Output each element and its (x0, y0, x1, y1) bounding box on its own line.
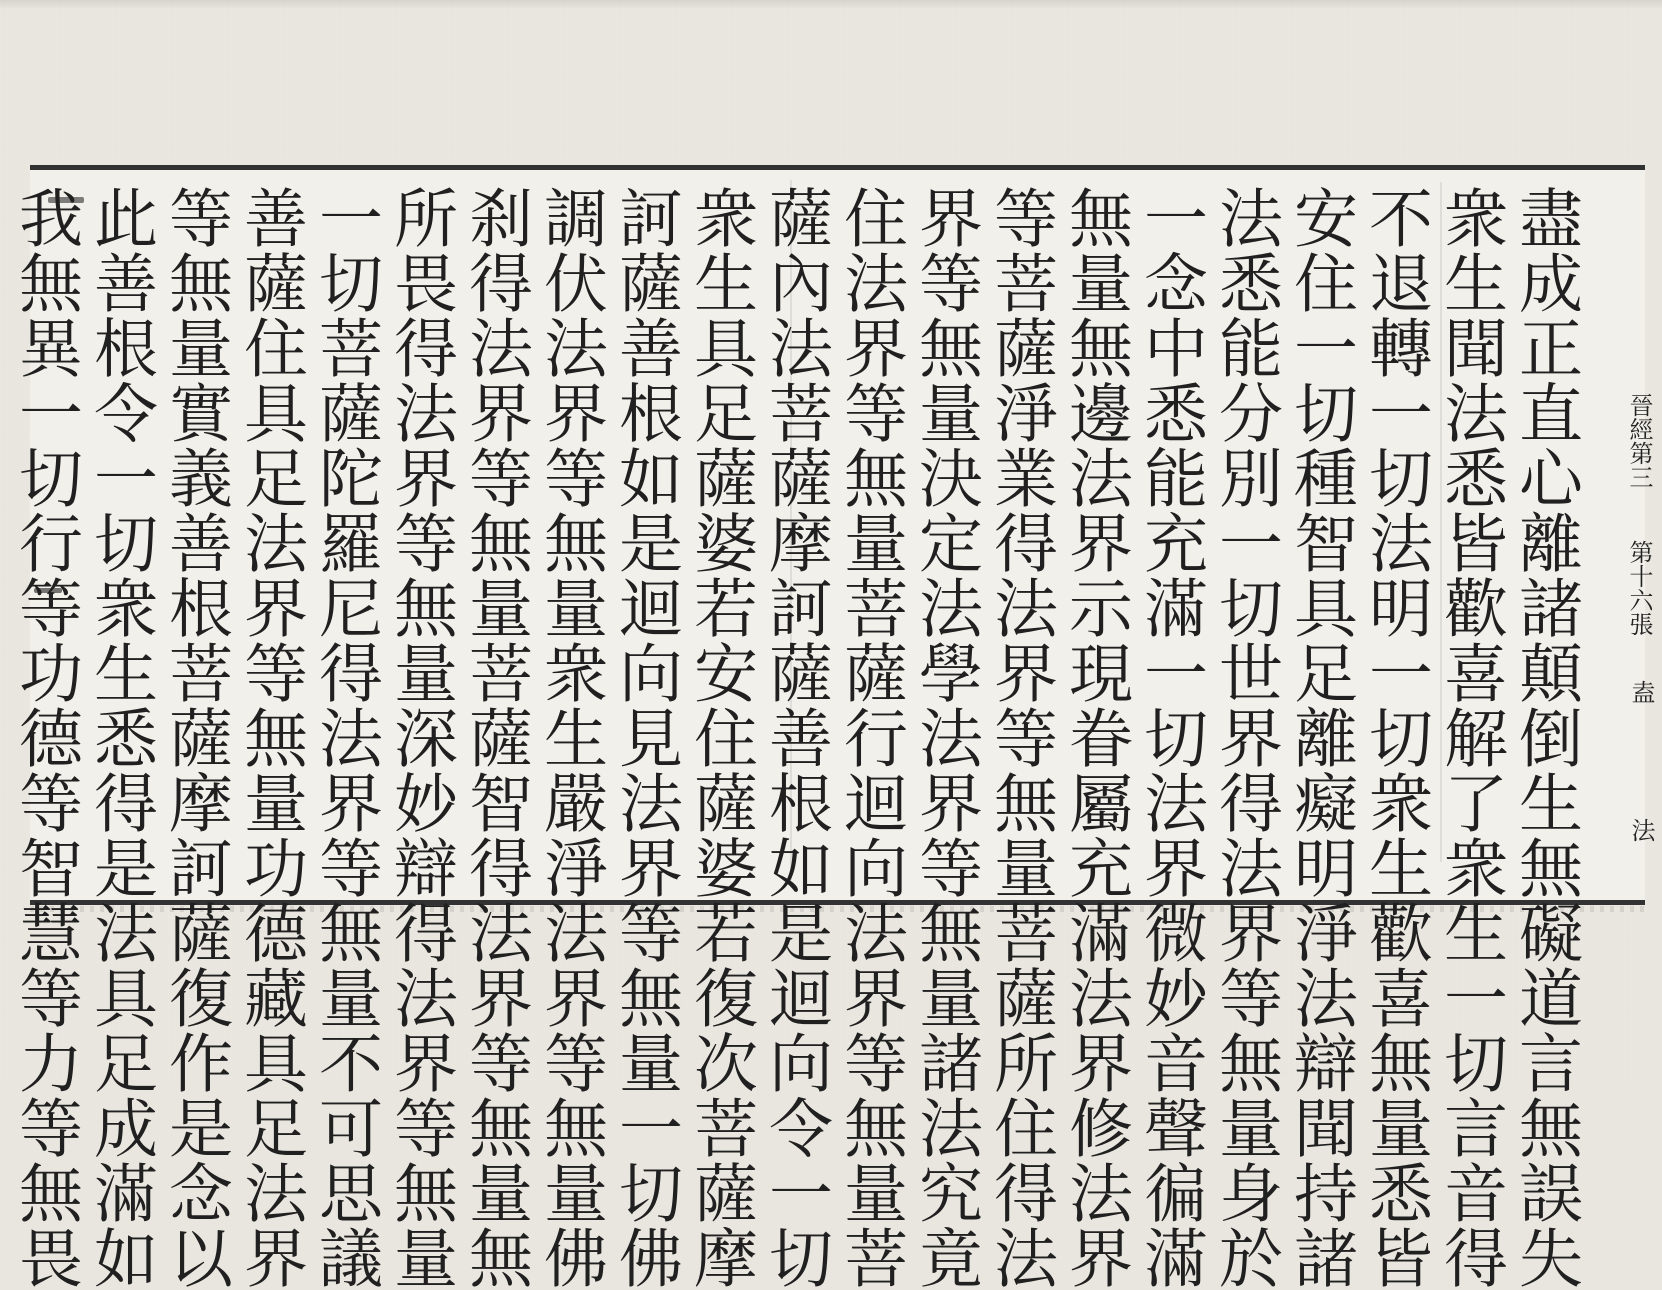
text-column-16: 所畏得法界等無量深妙辯得法界等無量 (383, 185, 457, 1290)
text-column-1: 盡成正直心離諸顛倒生無礙道言無誤失 (1508, 185, 1582, 1290)
margin-note-sutra-title: 晉經第三 (1625, 393, 1653, 489)
text-column-14: 調伏法界等無量衆生嚴淨法界等無量佛 (533, 185, 607, 1290)
text-column-7: 無量無邊法界示現眷屬充滿法界修法界 (1058, 185, 1132, 1290)
text-column-18: 善薩住具足法界等無量功德藏具足法界 (233, 185, 307, 1290)
text-column-15: 刹得法界等無量菩薩智得法界等無量無 (458, 185, 532, 1290)
margin-note-mark-2: 法 (1627, 818, 1655, 842)
text-column-19: 等無量實義善根菩薩摩訶薩復作是念以 (158, 185, 232, 1290)
text-column-17: 一切菩薩陀羅尼得法界等無量不可思議 (308, 185, 382, 1290)
margin-note-mark-1: 盍 (1627, 680, 1655, 704)
text-column-8: 等菩薩淨業得法界等無量菩薩所住得法 (983, 185, 1057, 1290)
text-column-2: 衆生聞法悉皆歡喜解了衆生一切言音得 (1433, 185, 1507, 1290)
text-column-20: 此善根令一切衆生悉得是法具足成滿如 (83, 185, 157, 1290)
text-column-4: 安住一切種智具足離癡明淨法辯聞持諸 (1283, 185, 1357, 1290)
top-edge-shadow (0, 0, 1662, 10)
text-column-21: 我無異一切行等功德等智慧等力等無畏 (8, 185, 82, 1290)
text-column-11: 薩內法菩薩摩訶薩善根如是迴向令一切 (758, 185, 832, 1290)
text-column-3: 不退轉一切法明一切衆生歡喜無量悉皆 (1358, 185, 1432, 1290)
text-column-12: 衆生具足薩婆若安住薩婆若復次菩薩摩 (683, 185, 757, 1290)
margin-note-sheet-number: 第十六張 (1625, 540, 1653, 636)
text-column-9: 界等無量決定法學法界等無量諸法究竟 (908, 185, 982, 1290)
text-column-10: 住法界等無量菩薩行迴向法界等無量菩 (833, 185, 907, 1290)
text-column-6: 一念中悉能充滿一切法界微妙音聲徧滿 (1133, 185, 1207, 1290)
text-column-13: 訶薩善根如是迴向見法界等無量一切佛 (608, 185, 682, 1290)
text-column-5: 法悉能分別一切世界得法界等無量身於 (1208, 185, 1282, 1290)
